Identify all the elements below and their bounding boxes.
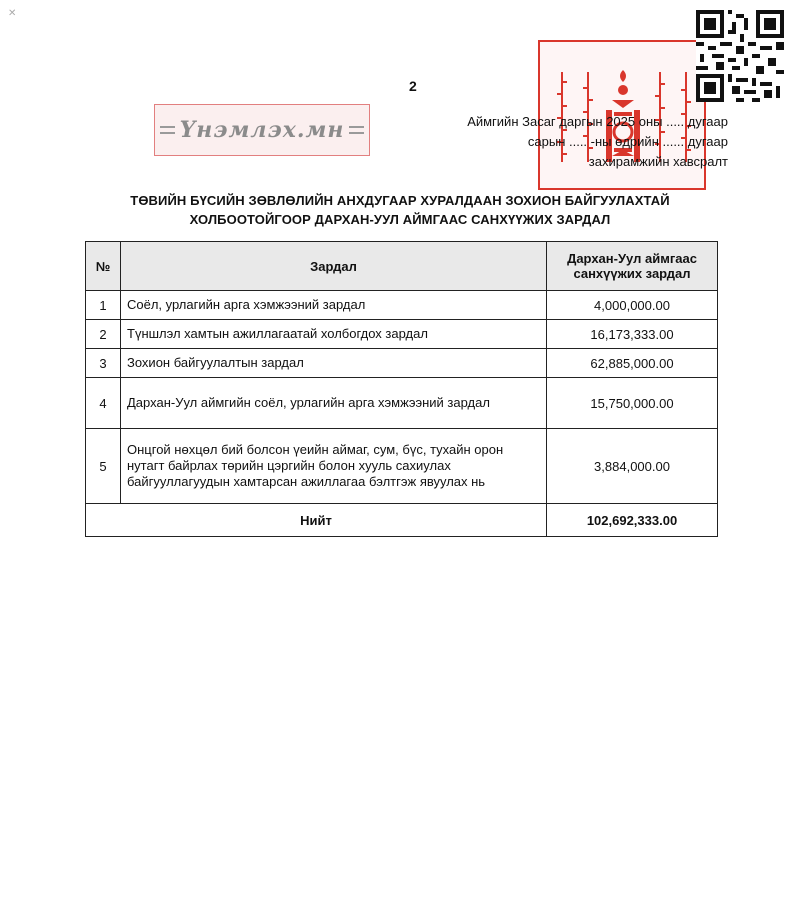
- row-amount: 3,884,000.00: [547, 429, 718, 504]
- logo-wing-left-icon: [160, 126, 175, 134]
- appendix-line-1: Аймгийн Засаг даргын 2025 оны ..... дугаар: [467, 114, 728, 129]
- row-expense: Түншлэл хамтын ажиллагаатай холбогдох зардал: [121, 320, 547, 349]
- total-row: [86, 504, 718, 537]
- expense-table: [85, 241, 718, 537]
- appendix-line-2: сарын ..... -ны өдрийн ...... дугаар: [527, 134, 728, 149]
- document-title: [60, 191, 740, 229]
- title-line-2: ХОЛБООТОЙГООР ДАРХАН-УУЛ АЙМГААС САНХҮҮЖИХ ЗАРДАЛ: [189, 212, 611, 227]
- title-line-1: ТӨВИЙН БҮСИЙН ЗӨВЛӨЛИЙН АНХДУГААР ХУРАЛДААН ЗОХИОН БАЙГУУЛАХТАЙ: [130, 193, 670, 208]
- table-row: [86, 349, 718, 378]
- table-row: [86, 429, 718, 504]
- row-expense: Зохион байгуулалтын зардал: [121, 349, 547, 378]
- total-amount: 102,692,333.00: [547, 504, 718, 537]
- row-amount: 16,173,333.00: [547, 320, 718, 349]
- table-row: [86, 320, 718, 349]
- row-expense: Соёл, урлагийн арга хэмжээний зардал: [121, 291, 547, 320]
- logo-wing-right-icon: [349, 126, 364, 134]
- row-no: 3: [86, 349, 121, 378]
- watermark-logo: [154, 104, 370, 156]
- table-row: [86, 291, 718, 320]
- table-header-row: [86, 242, 718, 291]
- header-no: №: [86, 242, 121, 291]
- appendix-note: [398, 112, 728, 172]
- total-label: Нийт: [86, 504, 547, 537]
- row-no: 2: [86, 320, 121, 349]
- scan-mark-icon: ✕: [8, 8, 17, 19]
- row-no: 5: [86, 429, 121, 504]
- page-number: 2: [409, 78, 417, 94]
- logo-text: Үнэмлэх.мн: [179, 117, 345, 143]
- row-amount: 4,000,000.00: [547, 291, 718, 320]
- row-expense: Дархан-Уул аймгийн соёл, урлагийн арга хэмжээний зардал: [121, 378, 547, 429]
- row-amount: 62,885,000.00: [547, 349, 718, 378]
- qr-code-icon: [696, 10, 784, 102]
- header-expense: Зардал: [121, 242, 547, 291]
- row-expense: Онцгой нөхцөл бий болсон үеийн аймаг, сум, бүс, тухайн орон нутагт байрлах төрийн цэргийн болон хууль сахиулах байгууллагуудын хамтарсан ажиллагаа бэлтгэж явуулах нь: [121, 429, 547, 504]
- table-row: [86, 378, 718, 429]
- header-amount: Дархан-Уул аймгаас санхүүжих зардал: [547, 242, 718, 291]
- row-no: 4: [86, 378, 121, 429]
- row-amount: 15,750,000.00: [547, 378, 718, 429]
- row-no: 1: [86, 291, 121, 320]
- appendix-line-3: захирамжийн хавсралт: [588, 154, 728, 169]
